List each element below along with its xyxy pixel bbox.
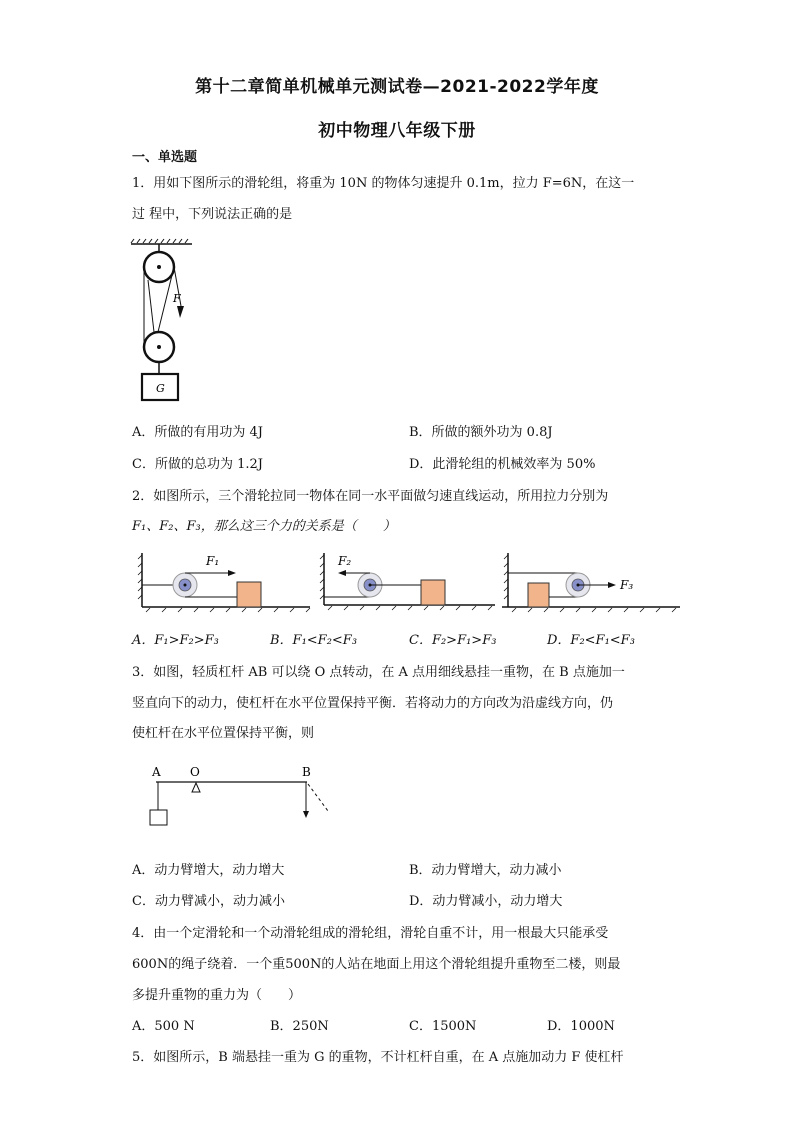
q1-option-c[interactable]: C．所做的总功为 1.2J [132, 457, 263, 472]
vertical-force-arrow [303, 811, 309, 818]
lever-point-o: O [190, 765, 200, 779]
q1-stem-line1: 1．用如下图所示的滑轮组，将重为 10N 的物体匀速提升 0.1m，拉力 F=6N，在这一 [132, 176, 635, 191]
q1-option-b[interactable]: B．所做的额外功为 0.8J [409, 425, 553, 440]
q4-stem-line2: 600N的绳子绕着．一个重500N的人站在地面上用这个滑轮组提升重物至二楼，则最 [132, 957, 621, 972]
q2-f1-label: F₁ [206, 554, 220, 568]
q4-option-a[interactable]: A．500 N [132, 1019, 195, 1034]
q3-stem-line1: 3．如图，轻质杠杆 AB 可以绕 O 点转动，在 A 点用细线悬挂一重物，在 B 点施加一 [132, 665, 625, 680]
q2-stem-line2: F₁、F₂、F₃，那么这三个力的关系是（ ） [132, 519, 396, 534]
q4-stem-line1: 4．由一个定滑轮和一个动滑轮组成的滑轮组，滑轮自重不计，用一根最大只能承受 [132, 926, 609, 941]
q3-option-d[interactable]: D．动力臂减小，动力增大 [409, 894, 563, 909]
q2-option-a[interactable]: A．F₁>F₂>F₃ [132, 633, 219, 648]
q3-option-b[interactable]: B．动力臂增大，动力减小 [409, 863, 562, 878]
force-label: F [173, 292, 181, 305]
q1-option-d[interactable]: D．此滑轮组的机械效率为 50% [409, 457, 596, 472]
force-arrow [177, 306, 184, 318]
q3-stem-line3: 使杠杆在水平位置保持平衡，则 [132, 726, 315, 741]
page-subtitle: 初中物理八年级下册 [318, 121, 476, 141]
q2-f3-label: F₃ [620, 578, 634, 592]
q4-option-c[interactable]: C．1500N [409, 1019, 477, 1034]
q4-option-b[interactable]: B．250N [270, 1019, 329, 1034]
q1-pulley-figure [128, 236, 198, 406]
q3-option-c[interactable]: C．动力臂减小，动力减小 [132, 894, 285, 909]
q2-fig2 [320, 553, 495, 610]
q1-option-a[interactable]: A．所做的有用功为 4J [132, 425, 264, 440]
q2-f2-label: F₂ [338, 554, 352, 568]
q1-stem-line2: 过 程中，下列说法正确的是 [132, 207, 293, 222]
weight-label: G [156, 382, 165, 395]
q3-lever-figure [140, 763, 340, 833]
q2-option-b[interactable]: B．F₁<F₂<F₃ [270, 633, 358, 648]
q2-option-d[interactable]: D．F₂<F₁<F₃ [547, 633, 635, 648]
q4-option-d[interactable]: D．1000N [547, 1019, 615, 1034]
fulcrum [192, 783, 200, 792]
q3-option-a[interactable]: A．动力臂增大，动力增大 [132, 863, 285, 878]
q3-stem-line2: 竖直向下的动力，使杠杆在水平位置保持平衡．若将动力的方向改为沿虚线方向，仍 [132, 696, 614, 711]
page-title: 第十二章简单机械单元测试卷—2021-2022学年度 [195, 77, 599, 97]
q4-stem-line3: 多提升重物的重力为（ ） [132, 988, 302, 1003]
ceiling-hatch [131, 239, 192, 244]
q2-stem-line1: 2．如图所示，三个滑轮拉同一物体在同一水平面做匀速直线运动，所用拉力分别为 [132, 489, 609, 504]
q2-pulley-figures [130, 545, 690, 620]
q2-fig1 [138, 553, 310, 612]
section-heading: 一、单选题 [132, 150, 198, 165]
hanging-weight [150, 810, 167, 825]
lever-point-a: A [152, 765, 161, 779]
lever-point-b: B [302, 765, 311, 779]
q2-option-c[interactable]: C．F₂>F₁>F₃ [409, 633, 497, 648]
dashed-force-line [308, 784, 328, 811]
q5-stem-line1: 5．如图所示，B 端悬挂一重为 G 的重物，不计杠杆自重，在 A 点施加动力 F 使杠杆 [132, 1050, 624, 1065]
q2-fig3 [502, 553, 680, 612]
